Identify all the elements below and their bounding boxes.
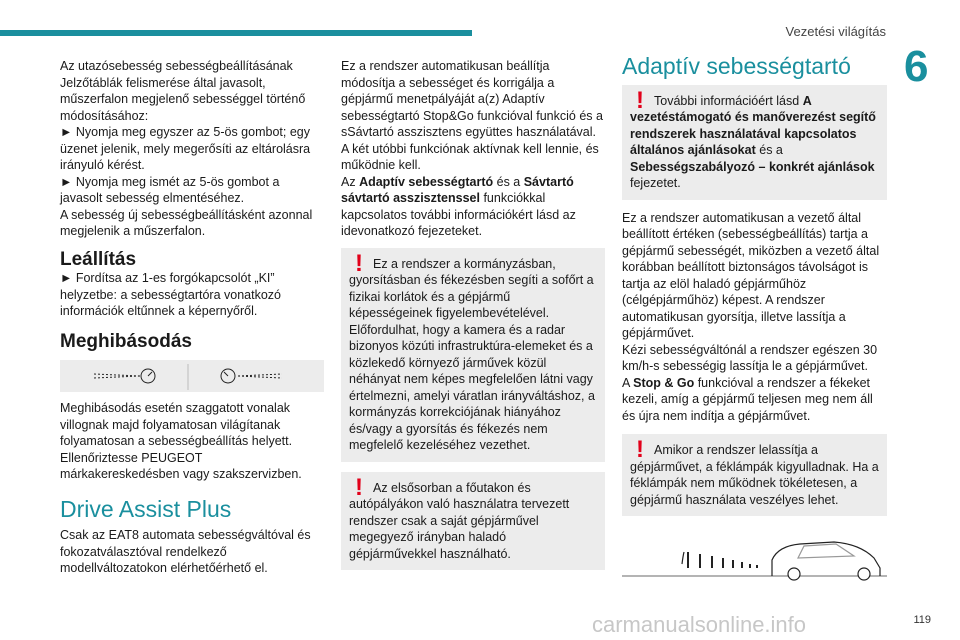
- intro-line-3: műszerfalon megjelenő sebességgel történő: [60, 92, 306, 106]
- fault-display-illustration: [60, 360, 324, 392]
- heading-drive-assist: Drive Assist Plus: [60, 495, 232, 522]
- acc-desc: Ez a rendszer automatikusan a vezető által beállított értéken (sebességbeállítás) tartja a gépjármű sebességét, miközben a vezető által korábban beállított biztonságos távolságot is tartja az elöl haladó gépjárműhöz (célgépjárműhöz) képest. A rendszer automatikusan gyorsítja, illetve lassítja a gépjárművet.: [622, 210, 880, 340]
- system-desc: Ez a rendszer automatikusan beállítja módosítja a sebességet és korrigálja a gépjármű menetpályáját a(z) Adaptív sebességtartó Stop&Go funkcióval funkció és a sSávtartó asszisztens együttes használatával.: [341, 59, 603, 139]
- leallitas-text: ► Fordítsa az 1-es forgókapcsolót „KI” helyzetbe: a sebességtartóra vonatkozó információk eltűnnek a képernyőről.: [60, 271, 281, 318]
- car-radar-illustration: [622, 534, 887, 587]
- info-d: fejezetet.: [630, 176, 681, 190]
- stop-go-a: A: [622, 375, 634, 390]
- heading-leallitas: Leállítás: [60, 248, 137, 270]
- warning-icon: !: [636, 436, 644, 463]
- more-info-a: Az: [341, 174, 360, 189]
- stop-go-text: [622, 375, 887, 425]
- step-2: ► Nyomja meg ismét az 5-ös gombot a javasolt sebesség elmentéséhez.: [60, 174, 280, 205]
- warning-text-1: Ez a rendszer a kormányzásban, gyorsításban és fékezésben segíti a sofőrt a fizikai korlátok és a gépjármű képességeinek figyelembevételével. Előfordulhat, hogy a kamera és a radar bizonyos közúti infrastruktúra-elemeket és a közlekedő környező járművek közül néhányat nem képes megfelelően látni vagy értelmezni, amelyi váratlan irányváltáshoz, a kormányzás korrekciójának hiányához és/vagy a gyorsítás és fékezés nem megfelelő kezeléséhez vezethet.: [349, 256, 595, 452]
- info-ref-1: A vezetéstámogató és manőverezést segítő rendszerek használatával kapcsolatos általános ajánlásokat: [630, 93, 876, 157]
- warning-text-3: Amikor a rendszer lelassítja a gépjárművet, a féklámpák kigyulladnak. Ha a féklámpák nem működnek tökéletesen, a gépjármű használata veszélyes lehet.: [630, 443, 879, 507]
- new-setting-text: A sebesség új sebességbeállításként azonnal megjelenik a műszerfalon.: [60, 207, 313, 238]
- page-number: 119: [913, 614, 931, 626]
- more-info: [341, 174, 605, 240]
- info-c: és a: [755, 143, 783, 157]
- manual-gear-text: Kézi sebességváltónál a rendszer egészen 30 km/h-s sebességig lassítja le a gépjárművet.: [622, 342, 878, 373]
- chapter-number: 6: [904, 42, 929, 91]
- warning-box-3: [622, 434, 887, 516]
- more-info-lane: Sávtartó sávtartó asszisztenssel: [341, 174, 574, 205]
- section-title: Vezetési világítás: [785, 24, 886, 39]
- intro-line-4: módosításához:: [60, 108, 149, 123]
- warning-icon: !: [636, 86, 644, 114]
- heading-meghibasodas: Meghibásodás: [60, 330, 192, 352]
- step-1: ► Nyomja meg egyszer az 5-ös gombot; egy üzenet jelenik, mely megerősíti az eltárolásra irányuló kérést.: [60, 125, 311, 172]
- more-info-d: funkciókkal kapcsolatos további információkért lásd az idevonatkozó fejezeteket.: [341, 191, 576, 238]
- stop-go-c: funkcióval a rendszer a fékeket kezeli, amíg a gépjármű teljesen meg nem áll és újra nem indítja a gépjárművet.: [622, 375, 873, 423]
- warning-box-2: [341, 472, 605, 571]
- more-info-c: és a: [493, 174, 524, 189]
- info-box: [622, 85, 887, 200]
- watermark: carmanualsonline.info: [592, 612, 807, 637]
- stop-go-label: Stop & Go: [633, 375, 695, 390]
- functions-active: A két utóbbi funkciónak aktívnak kell lennie, és működnie kell.: [341, 141, 599, 172]
- warning-icon: !: [355, 473, 363, 501]
- warning-icon: !: [355, 249, 363, 277]
- intro-line-2: Jelzőtáblák felismerése által javasolt,: [60, 75, 266, 90]
- info-ref-2: Sebességszabályozó – konkrét ajánlások: [630, 159, 875, 174]
- intro-line-1: Az utazósebesség sebességbeállításának: [60, 59, 293, 73]
- warning-text-2: Az elsősorban a főutakon és autópályákon való használatra tervezett rendszer csak a saját gépjárművel megegyező irányban haladó gépjárművekkel használható.: [349, 480, 570, 561]
- info-a: További információért lásd: [654, 93, 803, 108]
- meghibasodas-text: Meghibásodás esetén szaggatott vonalak villognak majd folyamatosan világítanak folyamatosan a sebességbeállítás helyett. Ellenőriztesse PEUGEOT márkakereskedésben vagy szakszervizben.: [60, 401, 302, 481]
- column-2: [341, 58, 605, 570]
- drive-assist-text: Csak az EAT8 automata sebességváltóval és fokozatválasztóval rendelkező modellváltozatokon elérhetőérhető el.: [60, 528, 311, 575]
- column-1: [60, 58, 324, 577]
- header-accent-bar: [0, 30, 472, 36]
- heading-adaptiv: Adaptív sebességtartó: [622, 53, 851, 79]
- info-text: [630, 86, 879, 192]
- warning-box-1: [341, 248, 605, 462]
- more-info-acc: Adaptív sebességtartó: [359, 174, 494, 189]
- column-3: [622, 53, 887, 587]
